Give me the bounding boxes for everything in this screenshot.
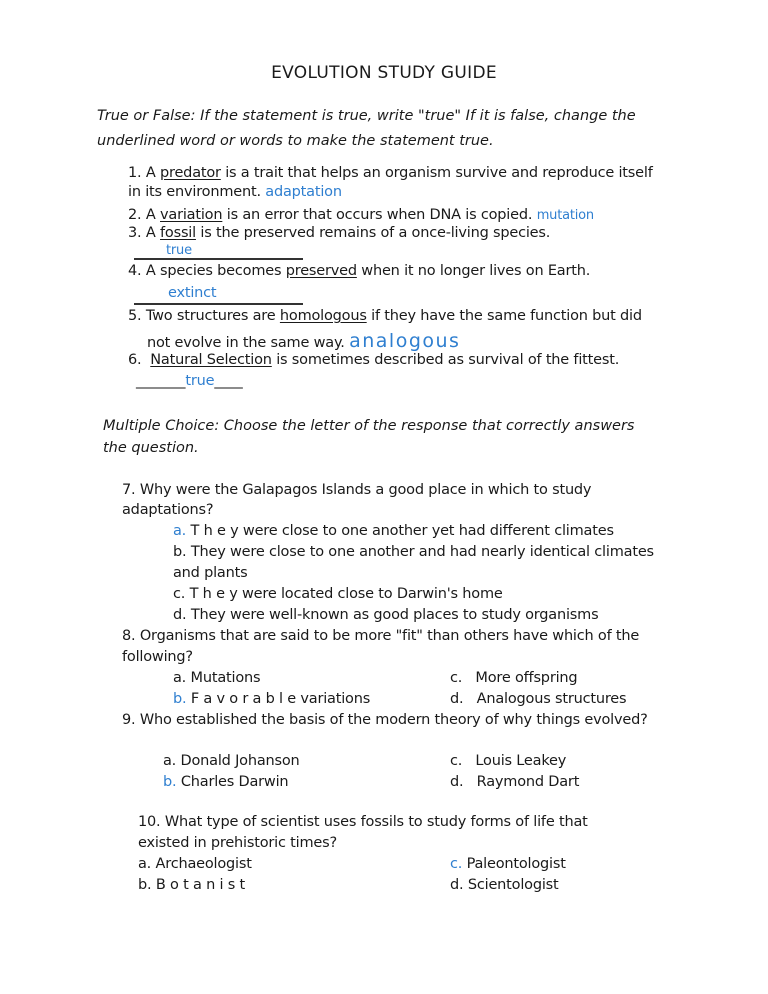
q8-option-b	[173, 691, 370, 707]
q9-option-a	[163, 753, 300, 769]
item-post: is sometimes described as survival of the fittest.	[276, 352, 620, 368]
item-pre: A species becomes	[145, 263, 282, 279]
option-letter: d.	[450, 691, 464, 707]
item-post: is the preserved remains of a once-living species.	[200, 225, 551, 241]
option-letter: a.	[138, 856, 152, 872]
blank-left: _______	[136, 373, 186, 389]
option-text: F a v o r a b l e variations	[190, 691, 371, 707]
option-letter: d.	[450, 774, 464, 790]
tf-item-1-cont	[128, 184, 342, 200]
q9-option-d	[450, 774, 579, 790]
option-letter: b.	[163, 774, 177, 790]
tf-item-2	[128, 207, 594, 223]
answer-text: mutation	[536, 208, 594, 223]
option-letter: b.	[173, 544, 187, 560]
underlined-term: predator	[160, 165, 221, 181]
item-pre: A	[145, 225, 156, 241]
item-number: 3.	[128, 225, 142, 241]
option-text: Raymond Dart	[476, 774, 580, 790]
q10-option-b	[138, 877, 245, 893]
option-text: B o t a n i s t	[155, 877, 245, 893]
option-letter: b.	[138, 877, 152, 893]
item-pre: Two structures are	[145, 308, 276, 324]
item-number: 6.	[128, 352, 142, 368]
tf-item-1	[128, 165, 653, 181]
option-text: They were close to one another and had nearly identical climates	[190, 544, 654, 560]
q8-option-d	[450, 691, 626, 707]
q7-option-b-cont: and plants	[173, 565, 248, 581]
tf-item-4-answer: extinct	[168, 285, 217, 301]
answer-text: true	[185, 373, 215, 389]
option-text: Analogous structures	[476, 691, 627, 707]
q10-text-cont: existed in prehistoric times?	[138, 835, 337, 851]
option-text: Mutations	[190, 670, 261, 686]
option-text: Scientologist	[467, 877, 559, 893]
q8-text-cont: following?	[122, 649, 193, 665]
tf-item-3-answer: true	[166, 243, 192, 258]
item-number: 5.	[128, 308, 142, 324]
q9-option-b	[163, 774, 288, 790]
page-title: EVOLUTION STUDY GUIDE	[271, 63, 497, 83]
tf-item-5	[128, 308, 642, 324]
underlined-term: homologous	[279, 308, 367, 324]
option-letter: d.	[450, 877, 464, 893]
mc-instructions-line2: the question.	[103, 440, 199, 456]
option-text: Paleontologist	[466, 856, 566, 872]
tf-item-6-answer-line	[136, 373, 243, 389]
tf-item-3	[128, 225, 550, 241]
underlined-term: fossil	[160, 225, 196, 241]
blank-right: ____	[214, 373, 243, 389]
q7-option-b	[173, 544, 654, 560]
underlined-term: preserved	[285, 263, 357, 279]
q10-text: 10. What type of scientist uses fossils to study forms of life that	[138, 814, 588, 830]
q10-option-a	[138, 856, 252, 872]
answer-line	[134, 258, 303, 260]
q7-option-a	[173, 523, 614, 539]
q10-option-d	[450, 877, 559, 893]
tf-item-6	[128, 352, 619, 368]
q8-option-a	[173, 670, 260, 686]
option-letter: c.	[450, 753, 463, 769]
option-letter: c.	[450, 856, 463, 872]
q7-text: 7. Why were the Galapagos Islands a good place in which to study	[122, 482, 592, 498]
option-text: They were well-known as good places to study organisms	[190, 607, 599, 623]
option-letter: a.	[173, 523, 187, 539]
q8-option-c	[450, 670, 577, 686]
q7-option-c	[173, 586, 503, 602]
option-letter: d.	[173, 607, 187, 623]
q9-text: 9. Who established the basis of the modern theory of why things evolved?	[122, 712, 648, 728]
item-post: is a trait that helps an organism survive and reproduce itself	[225, 165, 653, 181]
item-post: when it no longer lives on Earth.	[361, 263, 591, 279]
answer-text: analogous	[349, 330, 461, 352]
tf-item-5-cont	[147, 330, 460, 352]
tf-item-4	[128, 263, 590, 279]
option-letter: c.	[450, 670, 463, 686]
answer-text: adaptation	[265, 184, 342, 200]
item-number: 1.	[128, 165, 142, 181]
item-cont: not evolve in the same way.	[147, 335, 345, 351]
item-number: 2.	[128, 207, 142, 223]
option-text: More offspring	[475, 670, 578, 686]
option-text: Louis Leakey	[475, 753, 567, 769]
mc-instructions-line1: Multiple Choice: Choose the letter of the response that correctly answers	[103, 418, 635, 434]
item-pre: A	[145, 165, 156, 181]
option-letter: c.	[173, 586, 186, 602]
item-post: is an error that occurs when DNA is copied.	[226, 207, 533, 223]
q7-text-cont: adaptations?	[122, 502, 214, 518]
option-text: T h e y were located close to Darwin's home	[189, 586, 503, 602]
option-letter: a.	[163, 753, 177, 769]
item-post: if they have the same function but did	[371, 308, 642, 324]
option-text: Charles Darwin	[180, 774, 289, 790]
tf-instructions-line2: underlined word or words to make the statement true.	[97, 133, 494, 149]
q10-option-c	[450, 856, 566, 872]
option-letter: a.	[173, 670, 187, 686]
option-text: Donald Johanson	[180, 753, 300, 769]
option-text: T h e y were close to one another yet had different climates	[190, 523, 614, 539]
option-text: Archaeologist	[155, 856, 252, 872]
item-cont: in its environment.	[128, 184, 261, 200]
answer-line	[134, 303, 303, 305]
tf-instructions-line1: True or False: If the statement is true, write "true" If it is false, change the	[97, 108, 636, 124]
item-pre: A	[145, 207, 156, 223]
item-number: 4.	[128, 263, 142, 279]
underlined-term: variation	[160, 207, 223, 223]
q8-text: 8. Organisms that are said to be more "fit" than others have which of the	[122, 628, 640, 644]
q7-option-d	[173, 607, 598, 623]
option-letter: b.	[173, 691, 187, 707]
underlined-term: Natural Selection	[150, 352, 272, 368]
q9-option-c	[450, 753, 566, 769]
